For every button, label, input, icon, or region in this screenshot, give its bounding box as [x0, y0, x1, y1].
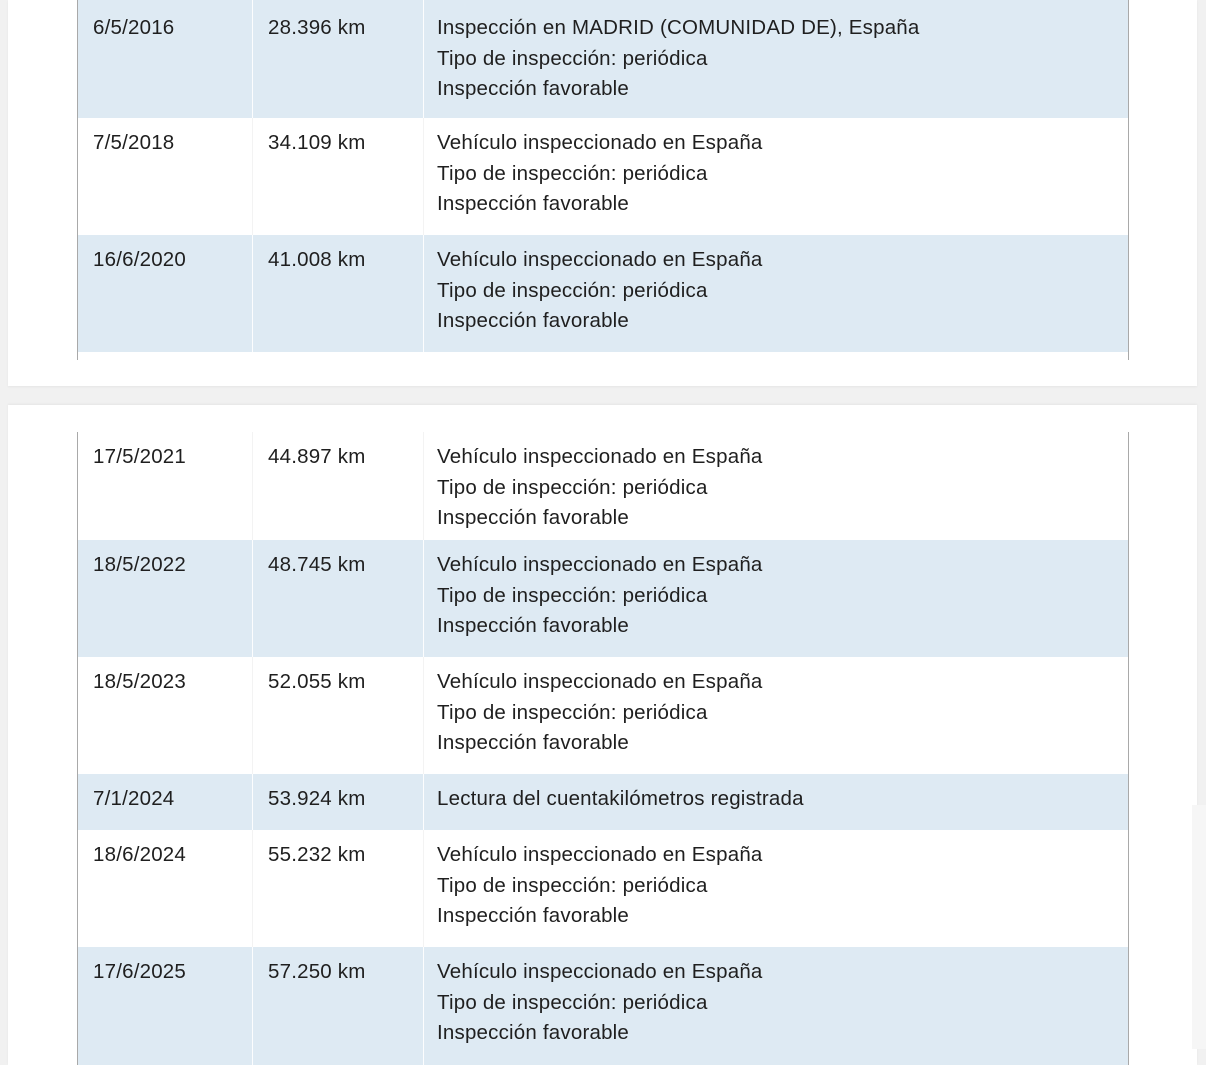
table-row [78, 830, 1128, 947]
description-cell [423, 0, 1128, 118]
mileage-cell: 28.396 km [252, 0, 423, 118]
mileage-cell: 44.897 km [252, 432, 423, 540]
description-line: Inspección favorable [437, 192, 630, 215]
description-cell [423, 947, 1128, 1065]
description-line: Inspección favorable [437, 309, 630, 332]
inspection-history-table-top [77, 0, 1129, 360]
table-row [78, 657, 1128, 774]
history-card-top [8, 0, 1197, 386]
description-line: Tipo de inspección: periódica [437, 161, 708, 185]
date-cell: 6/5/2016 [93, 16, 175, 39]
date-cell: 17/5/2021 [93, 445, 186, 468]
date-cell: 16/6/2020 [93, 248, 186, 271]
description-line: Vehículo inspeccionado en España [437, 445, 763, 468]
table-row [78, 540, 1128, 657]
description-cell [423, 774, 1128, 830]
table-row [78, 432, 1128, 540]
mileage-cell: 48.745 km [252, 540, 423, 657]
description-cell [423, 235, 1128, 352]
mileage-cell: 53.924 km [252, 774, 423, 830]
description-line: Vehículo inspeccionado en España [437, 553, 763, 576]
table-row [78, 235, 1128, 352]
description-line: Tipo de inspección: periódica [437, 990, 708, 1014]
mileage-cell: 52.055 km [252, 657, 423, 774]
description-line: Inspección favorable [437, 506, 630, 529]
description-line: Vehículo inspeccionado en España [437, 960, 763, 983]
description-line: Tipo de inspección: periódica [437, 46, 708, 70]
scrollbar-track[interactable] [1192, 805, 1206, 1049]
date-cell: 18/5/2022 [93, 553, 186, 576]
table-row [78, 118, 1128, 235]
description-line: Vehículo inspeccionado en España [437, 248, 763, 271]
description-cell [423, 118, 1128, 235]
table-row [78, 0, 1128, 118]
description-line: Vehículo inspeccionado en España [437, 843, 763, 866]
inspection-history-table-bottom [77, 432, 1129, 1065]
history-card-bottom [8, 405, 1197, 1065]
mileage-cell: 41.008 km [252, 235, 423, 352]
description-line: Lectura del cuentakilómetros registrada [437, 787, 804, 810]
description-line: Inspección favorable [437, 77, 630, 100]
date-cell: 7/5/2018 [93, 131, 175, 154]
description-line: Inspección favorable [437, 1021, 630, 1044]
date-cell: 17/6/2025 [93, 960, 186, 983]
description-line: Inspección favorable [437, 731, 630, 754]
date-cell: 7/1/2024 [93, 787, 175, 810]
description-line: Tipo de inspección: periódica [437, 278, 708, 302]
date-cell: 18/5/2023 [93, 670, 186, 693]
description-line: Inspección favorable [437, 904, 630, 927]
description-line: Tipo de inspección: periódica [437, 475, 708, 499]
description-line: Vehículo inspeccionado en España [437, 131, 763, 154]
description-line: Tipo de inspección: periódica [437, 873, 708, 897]
mileage-cell: 34.109 km [252, 118, 423, 235]
mileage-cell: 55.232 km [252, 830, 423, 947]
table-row [78, 774, 1128, 830]
description-line: Tipo de inspección: periódica [437, 583, 708, 607]
description-line: Vehículo inspeccionado en España [437, 670, 763, 693]
description-line: Inspección favorable [437, 614, 630, 637]
table-row [78, 947, 1128, 1065]
mileage-cell: 57.250 km [252, 947, 423, 1065]
description-cell [423, 540, 1128, 657]
date-cell: 18/6/2024 [93, 843, 186, 866]
description-line: Tipo de inspección: periódica [437, 700, 708, 724]
description-line: Inspección en MADRID (COMUNIDAD DE), España [437, 16, 920, 39]
description-cell [423, 432, 1128, 540]
description-cell [423, 830, 1128, 947]
description-cell [423, 657, 1128, 774]
